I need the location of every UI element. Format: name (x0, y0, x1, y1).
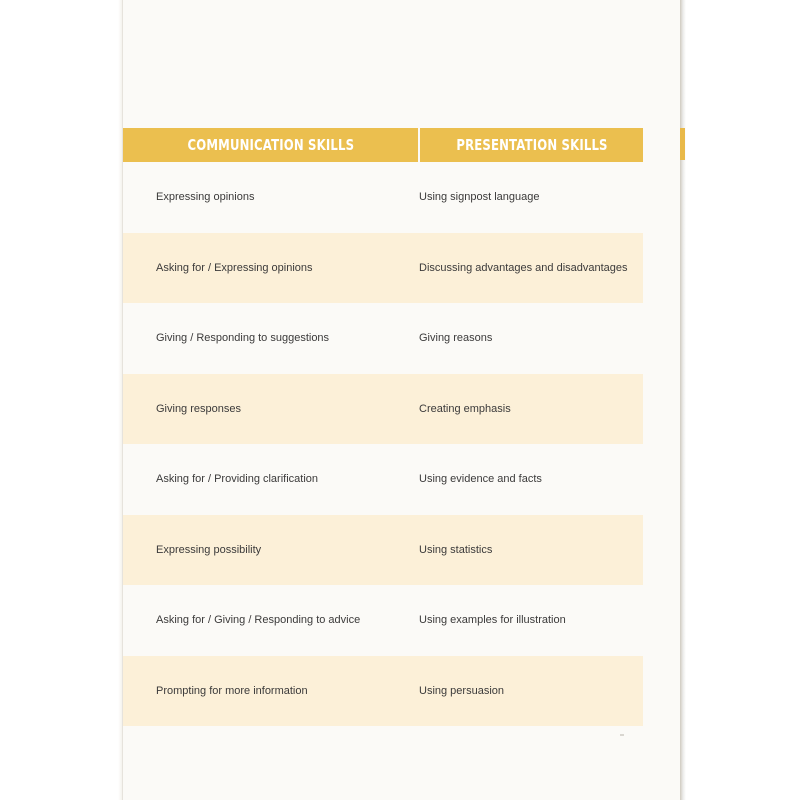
communication-skill-cell: Asking for / Giving / Responding to advice (156, 614, 361, 627)
communication-skill-cell: Giving responses (156, 402, 241, 415)
header-communication-skills (123, 128, 418, 162)
presentation-skill-cell: Using evidence and facts (419, 473, 542, 486)
header-label: COMMUNICATION SKILLS (187, 136, 354, 154)
communication-skill-cell: Expressing opinions (156, 191, 255, 204)
scan-speck (620, 734, 624, 736)
header-presentation-skills (420, 128, 643, 162)
table-row (123, 515, 643, 586)
table-row (123, 444, 643, 515)
presentation-skill-cell: Creating emphasis (419, 402, 511, 415)
skills-table (123, 128, 643, 726)
communication-skill-cell: Expressing possibility (156, 543, 262, 556)
table-row (123, 233, 643, 304)
table-body (123, 162, 643, 726)
communication-skill-cell: Giving / Responding to suggestions (156, 332, 330, 345)
presentation-skill-cell: Using persuasion (419, 684, 504, 697)
table-row (123, 656, 643, 727)
communication-skill-cell: Asking for / Providing clarification (156, 473, 319, 486)
presentation-skill-cell: Using examples for illustration (419, 614, 566, 627)
presentation-skill-cell: Using statistics (419, 543, 493, 556)
table-row (123, 162, 643, 233)
table-row (123, 585, 643, 656)
table-header (123, 128, 643, 162)
presentation-skill-cell: Using signpost language (419, 191, 540, 204)
table-row (123, 303, 643, 374)
header-label: PRESENTATION SKILLS (455, 136, 608, 154)
communication-skill-cell: Prompting for more information (156, 684, 308, 697)
page-right-edge (680, 0, 686, 800)
table-row (123, 374, 643, 445)
presentation-skill-cell: Discussing advantages and disadvantages (419, 261, 628, 274)
edge-color-tab (680, 128, 685, 160)
communication-skill-cell: Asking for / Expressing opinions (156, 261, 313, 274)
presentation-skill-cell: Giving reasons (419, 332, 493, 345)
